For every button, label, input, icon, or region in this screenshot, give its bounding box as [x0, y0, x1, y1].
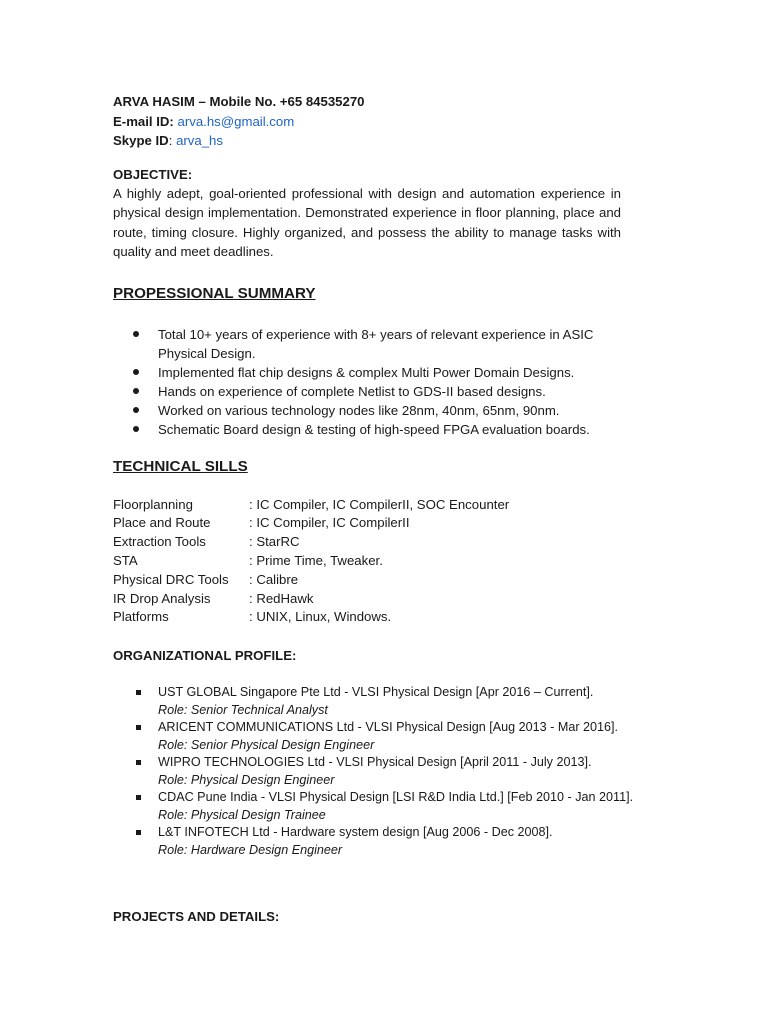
skill-key: Extraction Tools: [113, 534, 206, 550]
org-role: Role: Senior Physical Design Engineer: [158, 737, 375, 752]
skill-value: : IC Compiler, IC CompilerII: [249, 515, 410, 531]
org-entry: WIPRO TECHNOLOGIES Ltd - VLSI Physical Design [April 2011 - July 2013].: [158, 755, 592, 770]
summary-title: PROPESSIONAL SUMMARY: [113, 284, 316, 302]
bullet-icon: [133, 388, 139, 394]
skill-row: [113, 608, 621, 627]
organizational-title: ORGANIZATIONAL PROFILE:: [113, 648, 297, 664]
summary-item-text: Implemented flat chip designs & complex Multi Power Domain Designs.: [158, 364, 575, 380]
list-item: [113, 684, 621, 719]
summary-item-text-cont: Physical Design.: [158, 345, 256, 361]
list-item: [113, 382, 621, 401]
list-item: [113, 754, 621, 789]
email-label: E-mail ID:: [113, 113, 174, 129]
org-entry: ARICENT COMMUNICATIONS Ltd - VLSI Physical Design [Aug 2013 - Mar 2016].: [158, 720, 619, 735]
list-item: [113, 789, 634, 824]
org-entry: CDAC Pune India - VLSI Physical Design [LSI R&D India Ltd.] [Feb 2010 - Jan 2011].: [158, 790, 634, 805]
org-entry: UST GLOBAL Singapore Pte Ltd - VLSI Physical Design [Apr 2016 – Current].: [158, 685, 594, 700]
objective-text: A highly adept, goal-oriented professional with design and automation experience in physical design implementation. Demonstrated experience in floor planning, place and route, timing closure. Highly organized, and possess the ability to manage tasks with quality and meet deadlines.: [113, 186, 621, 260]
bullet-icon: [133, 426, 139, 432]
list-item: [113, 824, 621, 859]
list-item: [113, 401, 621, 420]
skill-key: Platforms: [113, 609, 169, 625]
bullet-icon: [133, 407, 139, 413]
skills-table: [113, 496, 621, 628]
skill-value: : Prime Time, Tweaker.: [249, 553, 383, 569]
skill-row: [113, 496, 621, 515]
skill-value: : Calibre: [249, 571, 299, 587]
email-link[interactable]: arva.hs@gmail.com: [177, 113, 295, 129]
objective-title: OBJECTIVE:: [113, 166, 193, 182]
resume-page: [113, 92, 634, 859]
skill-key: IR Drop Analysis: [113, 590, 211, 606]
technical-title: TECHNICAL SILLS: [113, 457, 248, 475]
skype-separator: :: [168, 133, 173, 148]
skill-value: : UNIX, Linux, Windows.: [249, 609, 392, 625]
skill-value: : StarRC: [249, 534, 300, 550]
org-role: Role: Physical Design Engineer: [158, 772, 335, 787]
org-entry: L&T INFOTECH Ltd - Hardware system design [Aug 2006 - Dec 2008].: [158, 825, 553, 840]
square-bullet-icon: [136, 795, 141, 800]
skill-key: Physical DRC Tools: [113, 571, 229, 587]
skype-line: [113, 131, 621, 151]
square-bullet-icon: [136, 760, 141, 765]
square-bullet-icon: [136, 690, 141, 695]
summary-item-text: Worked on various technology nodes like 28nm, 40nm, 65nm, 90nm.: [158, 402, 560, 418]
bullet-icon: [133, 369, 139, 375]
list-item: [113, 325, 621, 363]
skill-row: [113, 552, 621, 571]
name-mobile-line: ARVA HASIM – Mobile No. +65 84535270: [113, 94, 365, 109]
square-bullet-icon: [136, 725, 141, 730]
summary-item-text: Hands on experience of complete Netlist to GDS-II based designs.: [158, 383, 546, 399]
projects-title: PROJECTS AND DETAILS:: [113, 909, 280, 924]
org-role: Role: Physical Design Trainee: [158, 807, 326, 822]
skype-id: arva_hs: [176, 133, 223, 148]
email-line: [113, 112, 621, 132]
skill-row: [113, 514, 621, 533]
list-item: [113, 363, 621, 382]
skill-key: Place and Route: [113, 515, 211, 531]
list-item: [113, 719, 621, 754]
summary-item-text: Total 10+ years of experience with 8+ years of relevant experience in ASIC: [158, 326, 594, 342]
skill-row: [113, 571, 621, 590]
skill-value: : IC Compiler, IC CompilerII, SOC Encounter: [249, 496, 510, 512]
skill-row: [113, 533, 621, 552]
bullet-icon: [133, 331, 139, 337]
org-role: Role: Senior Technical Analyst: [158, 702, 328, 717]
skill-key: STA: [113, 553, 138, 569]
summary-list: [113, 325, 621, 439]
summary-item-text: Schematic Board design & testing of high-speed FPGA evaluation boards.: [158, 421, 590, 437]
skype-label: Skype ID: [113, 133, 169, 148]
list-item: [113, 420, 621, 439]
skill-value: : RedHawk: [249, 590, 314, 606]
org-role: Role: Hardware Design Engineer: [158, 842, 343, 857]
square-bullet-icon: [136, 830, 141, 835]
organizational-list: [113, 684, 634, 859]
skill-key: Floorplanning: [113, 496, 193, 512]
skill-row: [113, 590, 621, 609]
